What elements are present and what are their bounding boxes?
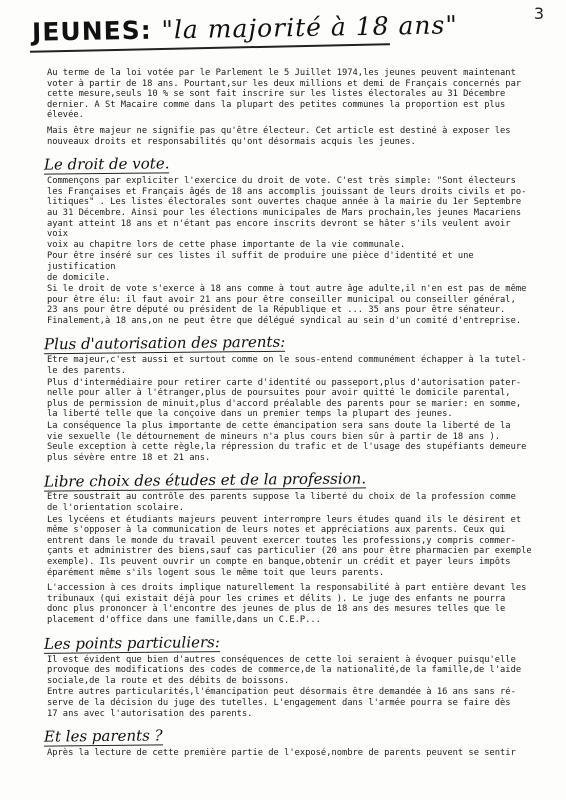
paragraph: Commençons par expliciter l'exercice du droit de vote. C'est très simple: "Sont électeurs les Françaises et Français âgés de 18 ans accomplis jouissant de leurs droits civils et po- litiques" . Les listes électorales sont ouvertes chaque année à la mairie du 1er Septembre au 31 Décembre. Ainsi pour les élections municipales de Mars prochain,les jeunes Macariens ayant atteint 18 ans et n'étant pas encore inscrits devront se hâter s'ils veulent avoir voix voix au chapitre lors de cette phase importante de la vie communale. bbox=[47, 176, 527, 250]
section-heading: Et les parents ? bbox=[43, 726, 163, 746]
title-handwritten: "la majorité à 18 ans" bbox=[161, 10, 459, 45]
section-heading: Les points particuliers: bbox=[43, 632, 220, 653]
title-main: JEUNES: bbox=[31, 15, 152, 47]
section-heading: Le droit de vote. bbox=[43, 154, 170, 174]
paragraph: Les lycéens et étudiants majeurs peuvent interrompre leurs études quand ils le désirent et même s'opposer à la communication de leurs notes et appréciations aux parents. Ceux qui entrent dans le monde du travail peuvent exercer toutes les professions,y compris commer- çants et administrer des biens,sauf cas particulier (20 ans pour être pharmacien par exemple exemple). Ils peuvent ouvrir un compte en banque,obtenir un crédit et payer leurs impôts éparément même s'ils logent sous le même toit que leurs parents. bbox=[47, 514, 532, 578]
paragraph: Plus d'intermédiaire pour retirer carte d'identité ou passeport,plus d'autorisation pater- nelle pour aller à l'étranger,plus de poursuites pour avoir quitté le domicile parental, plus de permission de minuit,plus d'accord préalable des parents pour se marier: en somme, la liberté telle que la conçoive dans un premier temps la plupart des jeunes. bbox=[47, 377, 522, 420]
paragraph: Au terme de la loi votée par le Parlement le 5 Juillet 1974,les jeunes peuvent maintenant voter à partir de 18 ans. Pourtant,sur les deux millions et demi de Français concernés par cette mesure,seuls 10 % se sont fait inscrire sur les listes électorales au 31 Décembre dernier. A St Macaire comme dans la plupart des petites communes la proportion est plus élevée. bbox=[47, 68, 522, 121]
paragraph: Etre majeur,c'est aussi et surtout comme on le sous-entend communément échapper à la tutel- le des parents. bbox=[47, 355, 527, 377]
page-title bbox=[32, 10, 458, 46]
paragraph: Pour être inséré sur ces listes il suffit de produire une pièce d'identité et une justification de domicile. bbox=[47, 251, 474, 283]
paragraph: Entre autres particularités,l'émancipation peut désormais être demandée à 16 ans sans ré- serve de la décision du juge des tutelles. L'engagement dans l'armée pourra se faire dès 17 ans avec l'autorisation des parents. bbox=[47, 687, 516, 719]
paragraph: Si le droit de vote s'exerce à 18 ans comme à tout autre âge adulte,il n'en est pas de même pour être élu: il faut avoir 21 ans pour être conseiller municipal ou conseiller général, 23 ans pour être député ou président de la République et ... 35 ans pour être sénateur. Finalement,à 18 ans,on ne peut être que délégué syndical au sein d'un comité d'entreprise. bbox=[47, 284, 527, 326]
paragraph: La conséquence la plus importante de cette émancipation sera sans doute la liberté de la vie sexuelle (le détournement de mineurs n'a plus cours bien sûr à partir de 18 ans ). Seule exception à cette règle,la répression du trafic et de l'usage des stupéfiants demeure plus sévère entre 18 et 21 ans. bbox=[47, 421, 527, 463]
article-body bbox=[43, 68, 535, 764]
paragraph: Il est évident que bien d'autres conséquences de cette loi seraient à évoquer puisqu'elle provoque des modifications des codes de commerce,de la nationalité,de la famille,de l'aide sociale,de la route et des débits de boissons. bbox=[47, 654, 522, 686]
paragraph: Etre soustrait au contrôle des parents suppose la liberté du choix de la profession comme de l'orientation scolaire. bbox=[47, 492, 516, 513]
section-heading: Plus d'autorisation des parents: bbox=[43, 333, 286, 354]
section-heading: Libre choix des études et de la profession. bbox=[43, 469, 367, 492]
page-number: 3 bbox=[533, 4, 544, 23]
paragraph: L'accession à ces droits implique naturellement la responsabilité à part entière devant les tribunaux (qui existait déjà pour les crimes et délits ). Le juge des enfants ne pourra donc plus prononcer à l'encontre des jeunes de plus de 18 ans des mesures telles que le placement d'office dans une famille,dans un C.E.P... bbox=[47, 583, 527, 625]
paragraph: Après la lecture de cette première partie de l'exposé,nombre de parents peuvent se sentir bbox=[47, 748, 516, 759]
paragraph: Mais être majeur ne signifie pas qu'être électeur. Cet article est destiné à exposer les nouveaux droits et responsabilités qu'ont désormais acquis les jeunes. bbox=[47, 125, 511, 147]
